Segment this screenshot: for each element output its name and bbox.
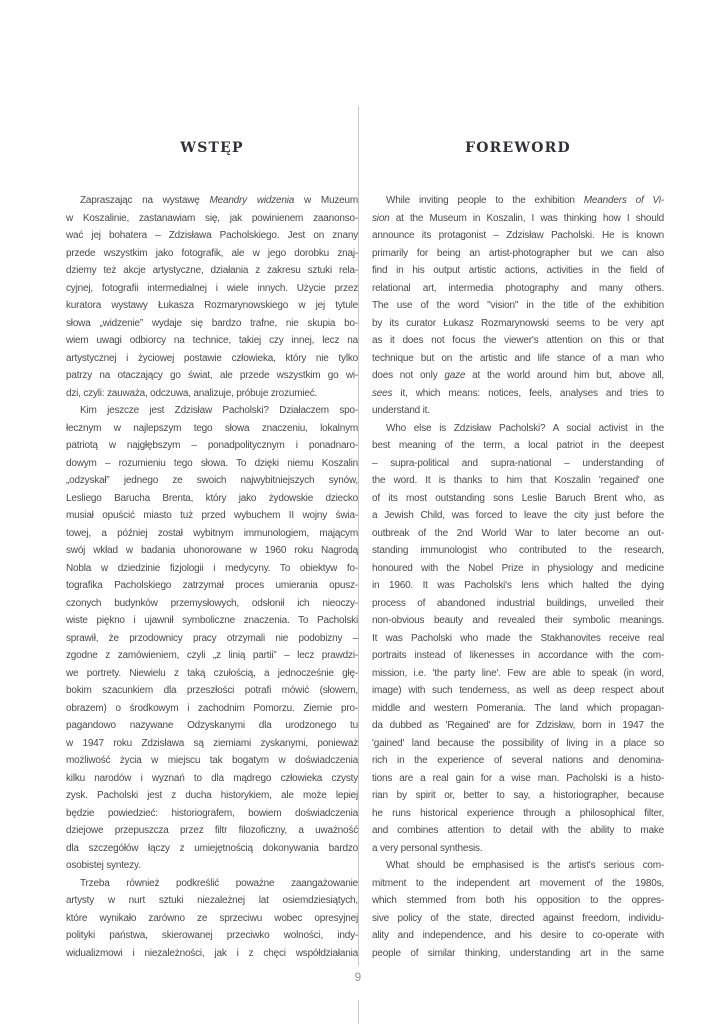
text-line: a Jewish Child, was forced to leave the city just before the	[372, 510, 664, 521]
text-line: dzi, czyli: zauważa, odczuwa, analizuje, próbuje zrozumieć.	[66, 387, 318, 399]
text-line: sprawił, że przodownicy pracy otrzymali nie podobizny –	[66, 632, 358, 644]
text-line: osobistej syntezy.	[66, 860, 141, 871]
paragraph	[66, 402, 358, 875]
polish-paragraphs	[66, 192, 358, 962]
text-line: and combines attention to detail with the ability to make	[372, 825, 664, 836]
text-line: zysk. Pacholski jest z ducha historykiem, ale może lepiej	[66, 790, 358, 801]
text-line: people of similar thinking, understanding art in the same	[372, 947, 664, 959]
english-column	[372, 140, 664, 962]
paragraph	[372, 857, 664, 962]
text-line: dowym – rozumieniu tego słowa. To dzięki niemu Koszalin	[66, 457, 358, 469]
text-line: process of abandoned industrial buildings, unveiled their	[372, 597, 664, 609]
text-line: które wynikało zarówno ze sprzeciwu wobec opresyjnej	[66, 912, 358, 924]
english-heading: FOREWORD	[465, 140, 571, 156]
text-line: of its most outstanding sons Leslie Baruch Brent who, as	[372, 492, 664, 504]
text-line: artystycznej i życiowej postawie człowieka, który nie tylko	[66, 352, 358, 364]
text-line: he runs historical experience through a philosophical filter,	[372, 807, 664, 819]
text-line: What should be emphasised is the artist's serious com-	[386, 860, 664, 871]
text-line: cyjnej, fotografii intermedialnej i wiele innych. Użycie przez	[66, 282, 358, 294]
text-line: primarily for being an artist-photographer but we can also	[372, 247, 664, 259]
text-line: 'gained' land because the possibility of living in a place so	[372, 737, 664, 749]
text-line: wiste piękno i ujawnił symboliczne znaczenia. To Pacholski	[66, 615, 358, 626]
text-line: technique but on the artistic and life stance of a man who	[372, 352, 664, 364]
text-line: sees it, which means: notices, feels, analyses and tries to	[372, 387, 664, 399]
text-line: bokim szacunkiem dla przeszłości potrafi mówić (słowem,	[66, 685, 358, 696]
column-divider-line	[358, 106, 359, 966]
text-line: rian by spirit or, better to say, a historiographer, because	[372, 790, 664, 801]
text-line: portraits instead of likenesses in accordance with the com-	[372, 650, 664, 661]
text-line: – supra-political and supra-national – understanding of	[372, 457, 664, 469]
text-line: middle and western Pomerania. The land which propagan-	[372, 702, 664, 714]
text-line: musiał opuścić miasto tuż przed wybuchem II wojny świa-	[66, 510, 358, 521]
text-line: dziemy też akcje artystyczne, działania z zakresu sztuki rela-	[66, 265, 358, 276]
text-line: does not only gaze at the world around him but, above all,	[372, 370, 664, 381]
text-line: announce its protagonist – Zdzisław Pacholski. He is known	[372, 230, 664, 241]
text-line: w Koszalinie, zastanawiam się, jak powinienem zaanonso-	[66, 212, 358, 224]
text-line: dla szczegółów łączy z umiejętnością dokonywania bardzo	[66, 842, 358, 854]
text-line: It was Pacholski who made the Stakhanovites receive real	[372, 632, 664, 644]
text-line: widualizmowi i niezależności, jak i z chęci współdziałania	[66, 947, 358, 959]
text-line: dziejowe przepuszcza przez filtr filozoficzny, a uważność	[66, 825, 358, 836]
text-line: swój wkład w badania uhonorowane w 1960 roku Nagrodą	[66, 545, 358, 556]
paragraph	[372, 420, 664, 858]
text-line: rich in the experience of several nations and denomina-	[372, 755, 664, 766]
text-line: wiem uwagi odbiorcy na technice, takiej czy innej, lecz na	[66, 335, 358, 346]
text-line: kilku narodów i wyznań to dla mądrego człowieka czysty	[66, 772, 358, 784]
text-line: standing immunologist who contributed to the research,	[372, 545, 664, 556]
text-line: przede wszystkim jako fotografik, ale w jego dorobku znaj-	[66, 247, 358, 259]
text-line: da dubbed as 'Regained' are for Zdzisław, born in 1947 the	[372, 720, 664, 731]
text-line: Lesliego Barucha Brenta, który jako żydowskie dziecko	[66, 492, 358, 504]
text-line: mitment to the independent art movement of the 1980s,	[372, 877, 664, 889]
text-line: tions are a real gain for a wise man. Pacholski is a histo-	[372, 772, 664, 784]
text-line: non-obvious beauty and revealed their symbolic meanings.	[372, 615, 664, 626]
text-line: polityki państwa, skierowanej przeciwko wolności, indy-	[66, 930, 358, 941]
text-line: as it does not focus the viewer's attention on this or that	[372, 335, 664, 346]
text-line: patriotą w najgłębszym – ponadpolitycznym i ponadnaro-	[66, 440, 358, 451]
paragraph	[66, 192, 358, 402]
text-line: best meaning of the term, a local patriot in the deepest	[372, 440, 664, 451]
text-line: Kim jeszcze jest Zdzisław Pacholski? Działaczem spo-	[80, 405, 358, 416]
english-paragraphs	[372, 192, 664, 962]
text-line: pagandowo nazywane Odzyskanymi dla urodzonego tu	[66, 720, 358, 731]
text-line: tografika Pacholskiego zatrzymał proces umierania opusz-	[66, 580, 358, 591]
text-line: patrzy na otaczający go świat, ale przede wszystkim go wi-	[66, 370, 358, 381]
polish-column	[66, 140, 358, 962]
text-line: Who else is Zdzisław Pacholski? A social activist in the	[386, 422, 664, 434]
text-line: zgodne z zamówieniem, czyli „z linią partii” – lecz prawdzi-	[66, 650, 358, 661]
text-line: czonych budynków przemysłowych, odsłonił ich nieoczy-	[66, 597, 358, 609]
text-line: wać jej bohatera – Zdzisława Pacholskiego. Jest on znany	[66, 230, 358, 241]
text-line: honoured with the Nobel Prize in physiology and medicine	[372, 562, 664, 574]
text-line: outbreak of the 2nd World War to later become an out-	[372, 527, 664, 539]
text-line: Zapraszając na wystawę Meandry widzenia w Muzeum	[80, 195, 358, 206]
text-line: obrazem) o środkowym i zachodnim Pomorzu. Ziemie pro-	[66, 702, 358, 714]
text-line: w 1947 roku Zdzisława są ziemiami zyskanymi, ponieważ	[66, 737, 358, 749]
text-line: a very personal synthesis.	[372, 842, 483, 854]
polish-heading: WSTĘP	[180, 140, 244, 156]
text-line: The use of the word "vision" in the title of the exhibition	[372, 300, 664, 311]
text-line: find in his output artistic actions, activities in the field of	[372, 265, 664, 276]
text-line: sive policy of the state, directed against freedom, individu-	[372, 912, 664, 924]
text-line: mission, i.e. 'the party line'. Few are able to speak (in word,	[372, 667, 664, 679]
text-line: Trzeba również podkreślić poważne zaangażowanie	[80, 877, 358, 889]
text-line: towej, a później został wybitnym immunologiem, mającym	[66, 527, 358, 539]
text-line: which stemmed from both his opposition to the oppres-	[372, 895, 664, 906]
text-line: będzie powiedzieć: historiografem, bowiem doświadczenia	[66, 807, 358, 819]
text-line: in 1960. It was Pacholski's lens which halted the dying	[372, 580, 664, 591]
text-line: słowa „widzenie” wydaje się bardzo trafne, nie skupia bo-	[66, 317, 358, 329]
text-line: kuratora wystawy Łukasza Rozmarynowskiego w jej tytule	[66, 300, 358, 311]
text-line: While inviting people to the exhibition Meanders of Vi-	[386, 195, 665, 206]
text-line: sion at the Museum in Koszalin, I was thinking how I should	[372, 212, 664, 224]
text-line: relational art, intermedia photography and many others.	[372, 282, 664, 294]
text-line: łecznym w najlepszym tego słowa znaczeniu, lokalnym	[66, 422, 358, 434]
text-line: Nobla w dziedzinie fizjologii i medycyny. To obiektyw fo-	[66, 562, 358, 574]
column-divider-line-bottom	[358, 1000, 359, 1024]
text-line: understand it.	[372, 405, 430, 416]
text-line: image) with such tenderness, as well as deep respect about	[372, 685, 664, 696]
paragraph	[372, 192, 664, 420]
text-line: ality and independence, and his desire to co-operate with	[372, 930, 664, 941]
text-line: artysty w nurt sztuki niezależnej lat osiemdziesiątych,	[66, 895, 358, 906]
paragraph	[66, 875, 358, 963]
text-line: the word. It is thanks to him that Koszalin 'regained' one	[372, 475, 664, 486]
text-line: by its curator Łukasz Rozmarynowski seems to be very apt	[372, 317, 664, 329]
page-number: 9	[354, 972, 362, 984]
text-line: „odzyskał” jednego ze swoich najwybitniejszych synów,	[66, 475, 358, 486]
text-line: we portrety. Niewielu z taką czułością, a jednocześnie głę-	[66, 667, 358, 679]
text-line: możliwość życia w miejscu tak bogatym w doświadczenia	[66, 755, 358, 766]
